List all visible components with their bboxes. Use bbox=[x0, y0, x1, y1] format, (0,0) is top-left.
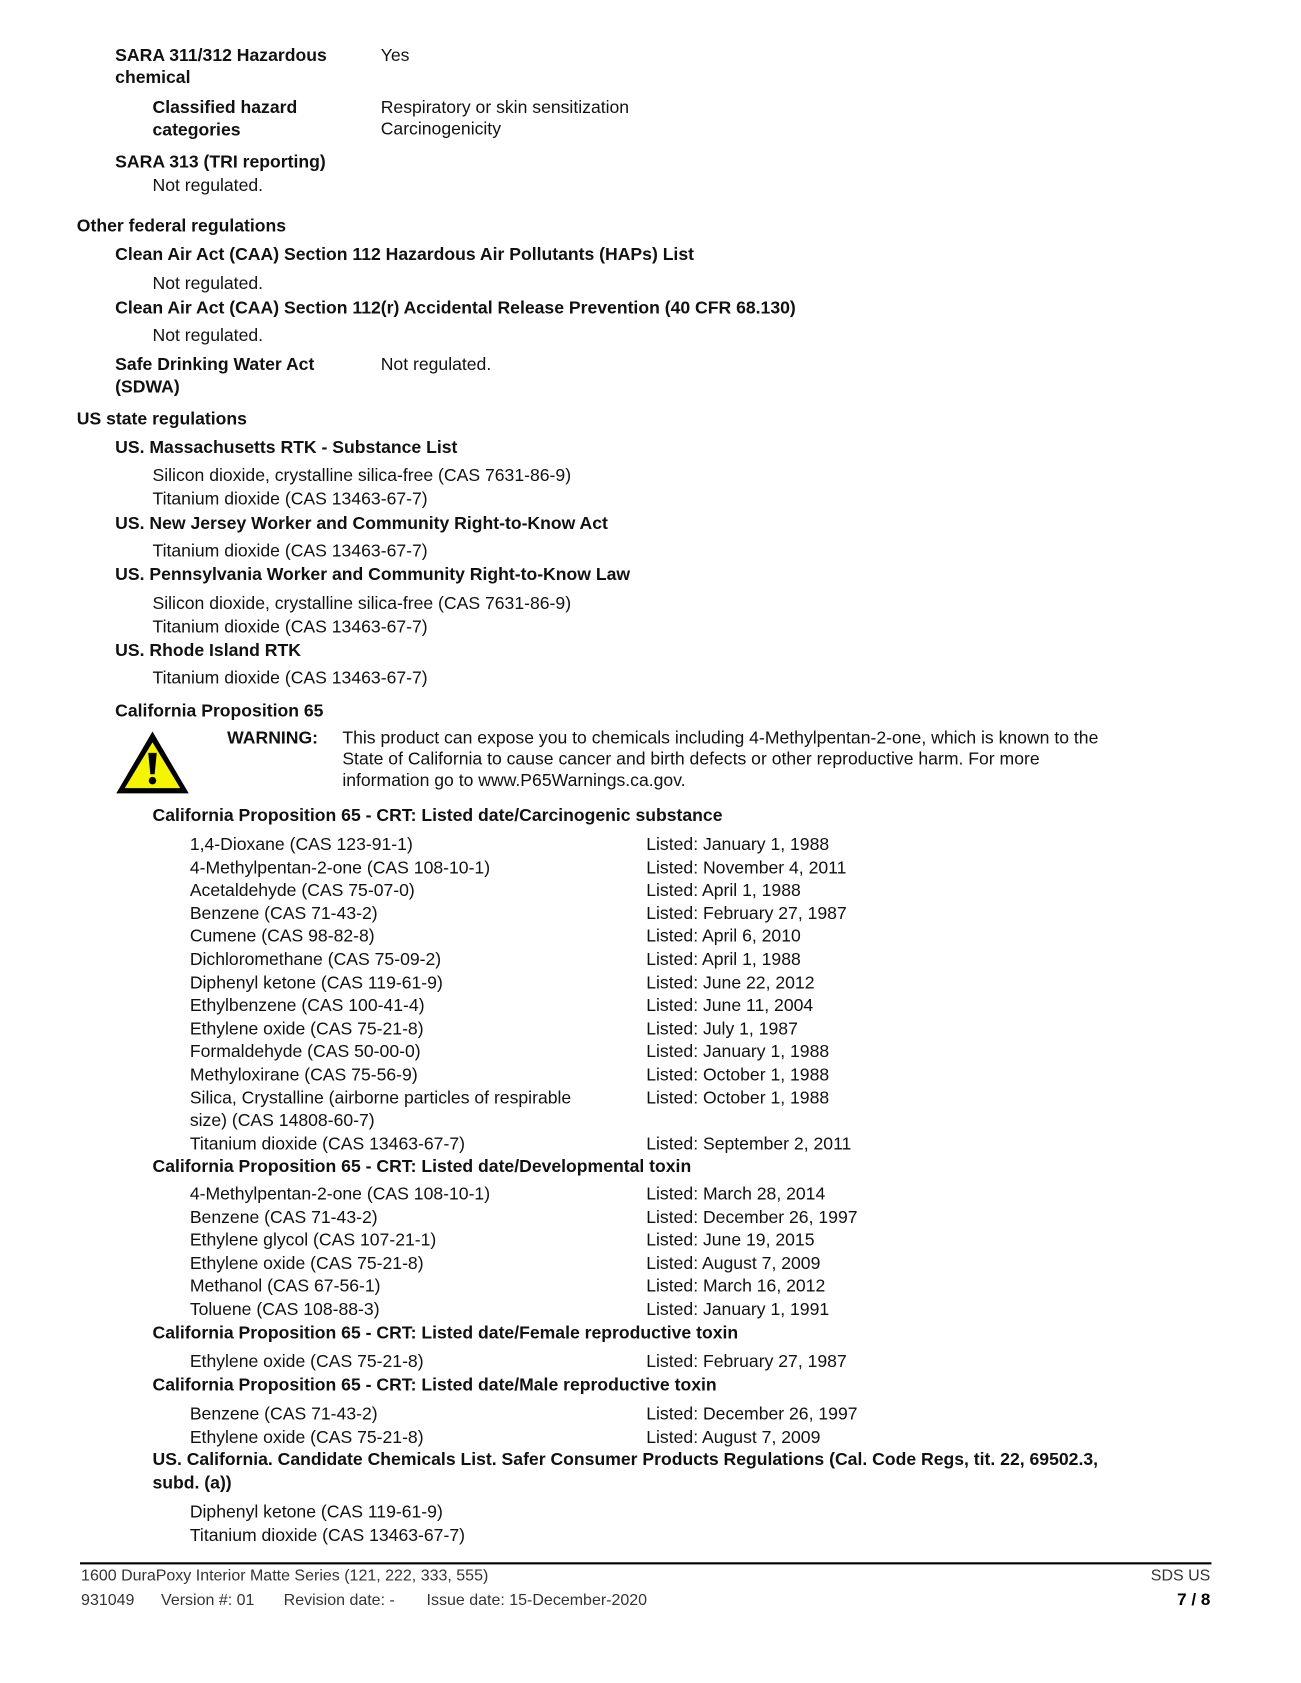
substance-name: Methyloxirane (CAS 75-56-9) bbox=[189, 1065, 418, 1085]
warning-text: information go to www.P65Warnings.ca.gov. bbox=[342, 771, 686, 791]
field-label: US. New Jersey Worker and Community Right-to-Know Act bbox=[115, 514, 608, 534]
listed-date: Listed: July 1, 1987 bbox=[646, 1019, 798, 1039]
substance-name: Ethylene oxide (CAS 75-21-8) bbox=[189, 1352, 424, 1372]
listed-date: Listed: February 27, 1987 bbox=[646, 904, 847, 924]
substance-name: Benzene (CAS 71-43-2) bbox=[189, 904, 378, 924]
section-heading: California Proposition 65 bbox=[115, 701, 324, 721]
field-value: Carcinogenicity bbox=[380, 119, 502, 139]
field-label: US. Rhode Island RTK bbox=[115, 640, 301, 661]
listed-date: Listed: January 1, 1988 bbox=[646, 1042, 830, 1062]
footer-doc-type: SDS US bbox=[1150, 1566, 1211, 1585]
substance-name: 4-Methylpentan-2-one (CAS 108-10-1) bbox=[189, 858, 491, 878]
listed-date: Listed: January 1, 1988 bbox=[646, 834, 830, 855]
field-label: California Proposition 65 - CRT: Listed date/Carcinogenic substance bbox=[152, 806, 723, 826]
list-item: Silicon dioxide, crystalline silica-free (CAS 7631-86-9) bbox=[152, 466, 572, 486]
warning-text: State of California to cause cancer and birth defects or other reproductive harm. For more bbox=[342, 749, 1040, 769]
substance-name: Ethylene oxide (CAS 75-21-8) bbox=[189, 1019, 424, 1039]
substance-name: size) (CAS 14808-60-7) bbox=[189, 1111, 375, 1131]
field-value: Not regulated. bbox=[380, 355, 492, 375]
listed-date: Listed: October 1, 1988 bbox=[646, 1088, 830, 1108]
field-label: (SDWA) bbox=[115, 377, 180, 397]
field-label: California Proposition 65 - CRT: Listed date/Female reproductive toxin bbox=[152, 1323, 739, 1343]
footer-divider bbox=[80, 1562, 1211, 1564]
listed-date: Listed: August 7, 2009 bbox=[646, 1253, 821, 1274]
field-label: US. California. Candidate Chemicals List. Safer Consumer Products Regulations (Cal. Code Regs, tit. 22, 69502.3, bbox=[152, 1450, 1099, 1470]
footer-version: Version #: 01 bbox=[161, 1591, 255, 1610]
field-value: Not regulated. bbox=[152, 175, 264, 196]
listed-date: Listed: April 6, 2010 bbox=[646, 927, 801, 947]
field-label: Safe Drinking Water Act bbox=[115, 355, 315, 375]
listed-date: Listed: August 7, 2009 bbox=[646, 1427, 821, 1447]
substance-name: Acetaldehyde (CAS 75-07-0) bbox=[189, 881, 415, 901]
section-heading: Other federal regulations bbox=[76, 216, 287, 236]
field-label: SARA 313 (TRI reporting) bbox=[115, 152, 326, 172]
listed-date: Listed: October 1, 1988 bbox=[646, 1065, 830, 1085]
listed-date: Listed: June 19, 2015 bbox=[646, 1230, 815, 1251]
substance-name: Formaldehyde (CAS 50-00-0) bbox=[189, 1042, 421, 1062]
substance-name: 4-Methylpentan-2-one (CAS 108-10-1) bbox=[189, 1184, 491, 1204]
section-heading: US state regulations bbox=[76, 409, 247, 429]
listed-date: Listed: September 2, 2011 bbox=[646, 1134, 852, 1154]
substance-name: Ethylene oxide (CAS 75-21-8) bbox=[189, 1253, 424, 1274]
listed-date: Listed: June 22, 2012 bbox=[646, 973, 815, 993]
footer-product: 1600 DuraPoxy Interior Matte Series (121, 222, 333, 555) bbox=[81, 1566, 489, 1585]
field-value: Respiratory or skin sensitization bbox=[380, 98, 630, 118]
footer-doc-number: 931049 bbox=[81, 1591, 135, 1610]
listed-date: Listed: January 1, 1991 bbox=[646, 1299, 830, 1320]
list-item: Titanium dioxide (CAS 13463-67-7) bbox=[152, 489, 428, 509]
warning-triangle-icon bbox=[114, 729, 191, 795]
substance-name: Titanium dioxide (CAS 13463-67-7) bbox=[189, 1134, 465, 1154]
listed-date: Listed: June 11, 2004 bbox=[646, 996, 814, 1016]
warning-label: WARNING: bbox=[227, 728, 319, 748]
list-item: Titanium dioxide (CAS 13463-67-7) bbox=[189, 1526, 465, 1546]
substance-name: Ethylene glycol (CAS 107-21-1) bbox=[189, 1230, 437, 1251]
listed-date: Listed: November 4, 2011 bbox=[646, 858, 847, 878]
field-label: Clean Air Act (CAA) Section 112 Hazardous Air Pollutants (HAPs) List bbox=[115, 245, 694, 265]
field-value: Not regulated. bbox=[152, 326, 264, 346]
substance-name: Toluene (CAS 108-88-3) bbox=[189, 1299, 380, 1320]
substance-name: Benzene (CAS 71-43-2) bbox=[189, 1404, 378, 1424]
substance-name: Methanol (CAS 67-56-1) bbox=[189, 1276, 381, 1297]
field-label: subd. (a)) bbox=[152, 1473, 232, 1493]
list-item: Diphenyl ketone (CAS 119-61-9) bbox=[189, 1502, 443, 1522]
substance-name: Silica, Crystalline (airborne particles of respirable bbox=[189, 1088, 572, 1108]
substance-name: Cumene (CAS 98-82-8) bbox=[189, 927, 375, 947]
listed-date: Listed: February 27, 1987 bbox=[646, 1352, 847, 1372]
listed-date: Listed: December 26, 1997 bbox=[646, 1404, 858, 1424]
substance-name: Benzene (CAS 71-43-2) bbox=[189, 1207, 378, 1227]
field-label: categories bbox=[152, 120, 241, 140]
field-label: Clean Air Act (CAA) Section 112(r) Accidental Release Prevention (40 CFR 68.130) bbox=[115, 298, 796, 318]
field-value: Yes bbox=[380, 45, 410, 66]
substance-name: Diphenyl ketone (CAS 119-61-9) bbox=[189, 973, 443, 993]
field-value: Not regulated. bbox=[152, 274, 264, 294]
footer-issue-date: Issue date: 15-December-2020 bbox=[426, 1591, 648, 1610]
listed-date: Listed: April 1, 1988 bbox=[646, 881, 801, 901]
listed-date: Listed: April 1, 1988 bbox=[646, 950, 801, 970]
field-label: California Proposition 65 - CRT: Listed date/Male reproductive toxin bbox=[152, 1375, 717, 1395]
field-label: Classified hazard bbox=[152, 98, 298, 118]
field-label: California Proposition 65 - CRT: Listed date/Developmental toxin bbox=[152, 1157, 692, 1177]
listed-date: Listed: March 28, 2014 bbox=[646, 1184, 826, 1204]
substance-name: 1,4-Dioxane (CAS 123-91-1) bbox=[189, 834, 413, 855]
field-label: chemical bbox=[115, 68, 191, 88]
listed-date: Listed: March 16, 2012 bbox=[646, 1276, 826, 1297]
list-item: Titanium dioxide (CAS 13463-67-7) bbox=[152, 668, 428, 688]
field-label: US. Massachusetts RTK - Substance List bbox=[115, 438, 458, 458]
field-label: US. Pennsylvania Worker and Community Right-to-Know Law bbox=[115, 565, 631, 585]
warning-text: This product can expose you to chemicals including 4-Methylpentan-2-one, which is known to the bbox=[342, 728, 1099, 748]
page-number: 7 / 8 bbox=[1177, 1591, 1211, 1610]
listed-date: Listed: December 26, 1997 bbox=[646, 1207, 858, 1227]
list-item: Titanium dioxide (CAS 13463-67-7) bbox=[152, 617, 428, 637]
list-item: Titanium dioxide (CAS 13463-67-7) bbox=[152, 541, 428, 561]
substance-name: Ethylene oxide (CAS 75-21-8) bbox=[189, 1427, 424, 1447]
list-item: Silicon dioxide, crystalline silica-free (CAS 7631-86-9) bbox=[152, 593, 572, 614]
footer-revision: Revision date: - bbox=[283, 1591, 395, 1610]
substance-name: Ethylbenzene (CAS 100-41-4) bbox=[189, 996, 425, 1016]
substance-name: Dichloromethane (CAS 75-09-2) bbox=[189, 950, 442, 970]
field-label: SARA 311/312 Hazardous bbox=[115, 45, 327, 66]
